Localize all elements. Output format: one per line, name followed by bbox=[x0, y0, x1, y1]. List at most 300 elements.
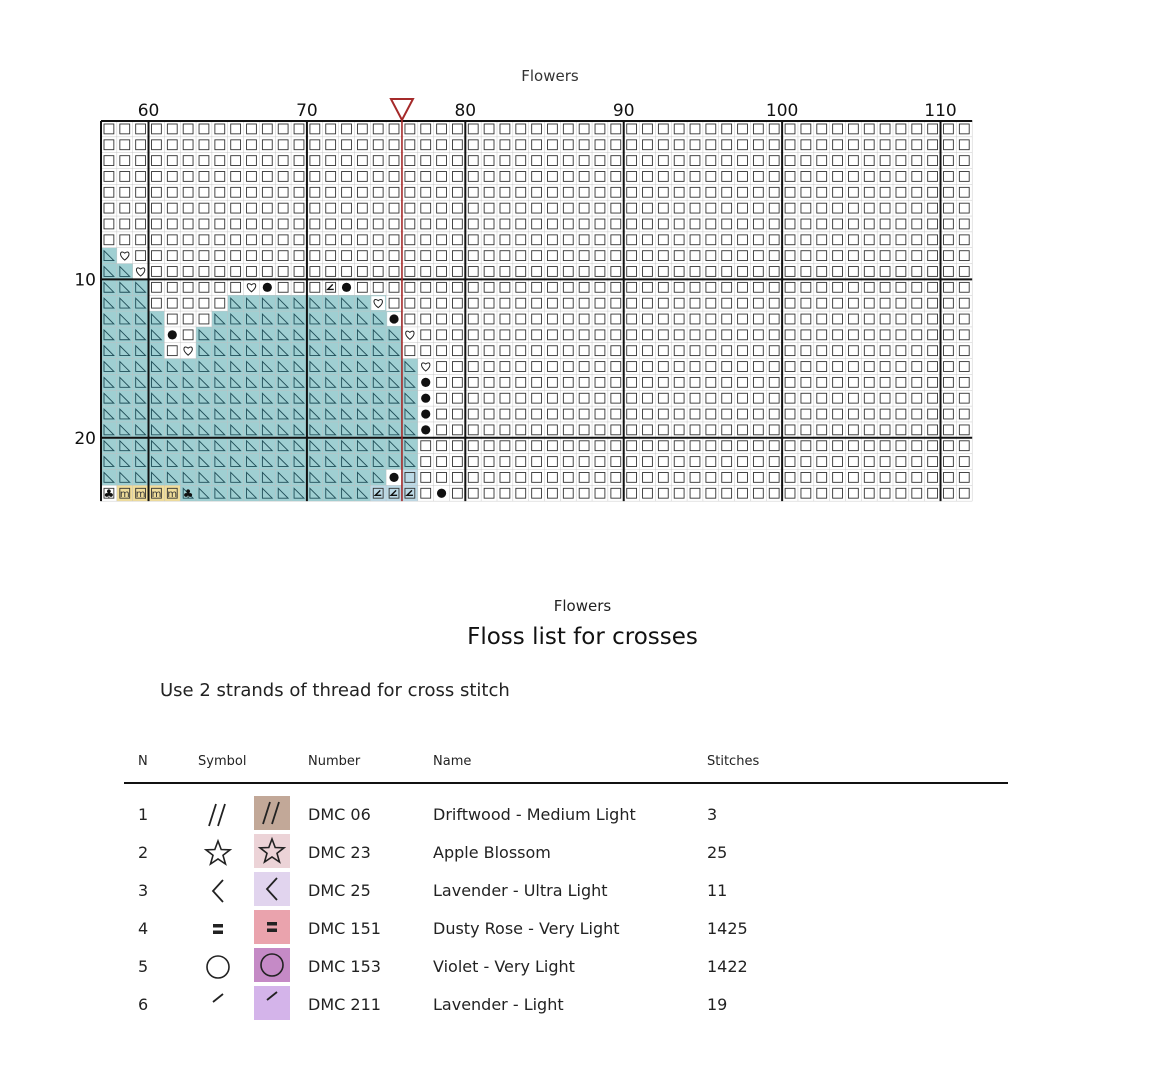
empty-cell-icon bbox=[548, 187, 558, 197]
empty-cell-icon bbox=[848, 314, 858, 324]
empty-cell-icon bbox=[674, 377, 684, 387]
empty-cell-icon bbox=[104, 156, 114, 166]
empty-cell-icon bbox=[595, 393, 605, 403]
empty-cell-icon bbox=[548, 251, 558, 261]
empty-cell-icon bbox=[801, 282, 811, 292]
empty-cell-icon bbox=[706, 156, 716, 166]
empty-cell-icon bbox=[437, 298, 447, 308]
empty-cell-icon bbox=[658, 362, 668, 372]
empty-cell-icon bbox=[167, 219, 177, 229]
empty-cell-icon bbox=[722, 488, 732, 498]
empty-cell-icon bbox=[706, 235, 716, 245]
empty-cell-icon bbox=[500, 393, 510, 403]
header-number: Number bbox=[308, 754, 361, 769]
empty-cell-icon bbox=[357, 156, 367, 166]
empty-cell-icon bbox=[152, 235, 162, 245]
empty-cell-icon bbox=[452, 362, 462, 372]
empty-cell-icon bbox=[484, 172, 494, 182]
empty-cell-icon bbox=[880, 203, 890, 213]
empty-cell-icon bbox=[944, 203, 954, 213]
empty-cell-icon bbox=[944, 425, 954, 435]
empty-cell-icon bbox=[801, 314, 811, 324]
empty-cell-icon bbox=[627, 187, 637, 197]
empty-cell-icon bbox=[357, 267, 367, 277]
empty-cell-icon bbox=[848, 219, 858, 229]
empty-cell-icon bbox=[500, 457, 510, 467]
empty-cell-icon bbox=[959, 393, 969, 403]
empty-cell-icon bbox=[373, 267, 383, 277]
empty-cell-icon bbox=[326, 140, 336, 150]
empty-cell-icon bbox=[880, 377, 890, 387]
empty-cell-icon bbox=[896, 362, 906, 372]
empty-cell-icon bbox=[769, 124, 779, 134]
empty-cell-icon bbox=[722, 187, 732, 197]
row-number: DMC 211 bbox=[308, 995, 381, 1014]
empty-cell-icon bbox=[611, 298, 621, 308]
m-symbol-icon: m bbox=[135, 489, 146, 501]
empty-cell-icon bbox=[452, 298, 462, 308]
empty-cell-icon bbox=[421, 472, 431, 482]
m-symbol-icon: m bbox=[119, 489, 130, 501]
empty-cell-icon bbox=[801, 124, 811, 134]
empty-cell-icon bbox=[595, 251, 605, 261]
empty-cell-icon bbox=[738, 187, 748, 197]
empty-cell-icon bbox=[944, 330, 954, 340]
double-slash-icon bbox=[198, 798, 238, 832]
empty-cell-icon bbox=[136, 124, 146, 134]
empty-cell-icon bbox=[389, 140, 399, 150]
header-symbol: Symbol bbox=[198, 754, 247, 769]
empty-cell-icon bbox=[896, 377, 906, 387]
empty-cell-icon bbox=[563, 203, 573, 213]
empty-cell-icon bbox=[421, 187, 431, 197]
empty-cell-icon bbox=[785, 203, 795, 213]
empty-cell-icon bbox=[357, 282, 367, 292]
empty-cell-icon bbox=[833, 457, 843, 467]
empty-cell-icon bbox=[706, 425, 716, 435]
empty-cell-icon bbox=[928, 425, 938, 435]
empty-cell-icon bbox=[278, 140, 288, 150]
row-number: DMC 151 bbox=[308, 919, 381, 938]
empty-cell-icon bbox=[817, 172, 827, 182]
empty-cell-icon bbox=[484, 124, 494, 134]
empty-cell-icon bbox=[310, 172, 320, 182]
empty-cell-icon bbox=[167, 156, 177, 166]
empty-cell-icon bbox=[896, 187, 906, 197]
empty-cell-icon bbox=[405, 124, 415, 134]
empty-cell-icon bbox=[658, 441, 668, 451]
empty-cell-icon bbox=[706, 409, 716, 419]
column-label: 60 bbox=[137, 101, 160, 121]
empty-cell-icon bbox=[627, 282, 637, 292]
empty-cell-icon bbox=[532, 393, 542, 403]
empty-cell-icon bbox=[753, 330, 763, 340]
empty-cell-icon bbox=[706, 314, 716, 324]
empty-cell-icon bbox=[880, 457, 890, 467]
empty-cell-icon bbox=[579, 298, 589, 308]
empty-cell-icon bbox=[215, 282, 225, 292]
empty-cell-icon bbox=[373, 172, 383, 182]
empty-cell-icon bbox=[579, 282, 589, 292]
empty-cell-icon bbox=[484, 251, 494, 261]
empty-cell-icon bbox=[658, 203, 668, 213]
empty-cell-icon bbox=[706, 187, 716, 197]
empty-cell-icon bbox=[532, 457, 542, 467]
empty-cell-icon bbox=[959, 377, 969, 387]
empty-cell-icon bbox=[801, 267, 811, 277]
empty-cell-icon bbox=[484, 330, 494, 340]
empty-cell-icon bbox=[959, 172, 969, 182]
empty-cell-icon bbox=[833, 314, 843, 324]
hook-icon bbox=[328, 284, 334, 289]
empty-cell-icon bbox=[801, 187, 811, 197]
empty-cell-icon bbox=[706, 393, 716, 403]
empty-cell-icon bbox=[152, 267, 162, 277]
empty-cell-icon bbox=[500, 409, 510, 419]
empty-cell-icon bbox=[896, 251, 906, 261]
empty-cell-icon bbox=[912, 267, 922, 277]
empty-cell-icon bbox=[199, 251, 209, 261]
empty-cell-icon bbox=[833, 219, 843, 229]
empty-cell-icon bbox=[928, 172, 938, 182]
empty-cell-icon bbox=[785, 187, 795, 197]
empty-cell-icon bbox=[548, 172, 558, 182]
empty-cell-icon bbox=[817, 235, 827, 245]
empty-cell-icon bbox=[563, 409, 573, 419]
empty-cell-icon bbox=[928, 362, 938, 372]
empty-cell-icon bbox=[864, 441, 874, 451]
empty-cell-icon bbox=[563, 267, 573, 277]
empty-cell-icon bbox=[548, 377, 558, 387]
empty-cell-icon bbox=[896, 472, 906, 482]
empty-cell-icon bbox=[532, 409, 542, 419]
empty-cell-icon bbox=[389, 219, 399, 229]
empty-cell-icon bbox=[706, 203, 716, 213]
empty-cell-icon bbox=[452, 156, 462, 166]
empty-cell-icon bbox=[690, 330, 700, 340]
empty-cell-icon bbox=[611, 393, 621, 403]
empty-cell-icon bbox=[817, 457, 827, 467]
empty-cell-icon bbox=[643, 219, 653, 229]
empty-cell-icon bbox=[247, 235, 257, 245]
empty-cell-icon bbox=[405, 346, 415, 356]
empty-cell-icon bbox=[278, 187, 288, 197]
empty-cell-icon bbox=[864, 425, 874, 435]
empty-cell-icon bbox=[167, 140, 177, 150]
empty-cell-icon bbox=[373, 282, 383, 292]
empty-cell-icon bbox=[912, 124, 922, 134]
empty-cell-icon bbox=[389, 187, 399, 197]
empty-cell-icon bbox=[389, 156, 399, 166]
empty-cell-icon bbox=[167, 267, 177, 277]
empty-cell-icon bbox=[944, 267, 954, 277]
empty-cell-icon bbox=[500, 251, 510, 261]
empty-cell-icon bbox=[595, 441, 605, 451]
empty-cell-icon bbox=[880, 267, 890, 277]
empty-cell-icon bbox=[643, 140, 653, 150]
empty-cell-icon bbox=[516, 298, 526, 308]
empty-cell-icon bbox=[674, 314, 684, 324]
empty-cell-icon bbox=[484, 219, 494, 229]
empty-cell-icon bbox=[627, 441, 637, 451]
empty-cell-icon bbox=[959, 187, 969, 197]
row-n: 3 bbox=[138, 881, 149, 900]
empty-cell-icon bbox=[658, 330, 668, 340]
empty-cell-icon bbox=[532, 330, 542, 340]
empty-cell-icon bbox=[785, 362, 795, 372]
empty-cell-icon bbox=[674, 409, 684, 419]
empty-cell-icon bbox=[643, 156, 653, 166]
empty-cell-icon bbox=[896, 267, 906, 277]
empty-cell-icon bbox=[500, 124, 510, 134]
empty-cell-icon bbox=[674, 441, 684, 451]
empty-cell-icon bbox=[437, 156, 447, 166]
empty-cell-icon bbox=[595, 235, 605, 245]
empty-cell-icon bbox=[833, 267, 843, 277]
empty-cell-icon bbox=[769, 457, 779, 467]
empty-cell-icon bbox=[167, 203, 177, 213]
empty-cell-icon bbox=[437, 251, 447, 261]
empty-cell-icon bbox=[690, 425, 700, 435]
empty-cell-icon bbox=[468, 425, 478, 435]
empty-cell-icon bbox=[532, 488, 542, 498]
empty-cell-icon bbox=[468, 251, 478, 261]
empty-cell-icon bbox=[944, 156, 954, 166]
empty-cell-icon bbox=[627, 219, 637, 229]
empty-cell-icon bbox=[785, 124, 795, 134]
empty-cell-icon bbox=[310, 235, 320, 245]
empty-cell-icon bbox=[801, 377, 811, 387]
empty-cell-icon bbox=[722, 267, 732, 277]
empty-cell-icon bbox=[643, 298, 653, 308]
empty-cell-icon bbox=[437, 235, 447, 245]
empty-cell-icon bbox=[595, 425, 605, 435]
empty-cell-icon bbox=[959, 156, 969, 166]
empty-cell-icon bbox=[912, 172, 922, 182]
empty-cell-icon bbox=[579, 140, 589, 150]
empty-cell-icon bbox=[548, 362, 558, 372]
empty-cell-icon bbox=[658, 314, 668, 324]
empty-cell-icon bbox=[468, 472, 478, 482]
empty-cell-icon bbox=[183, 298, 193, 308]
empty-cell-icon bbox=[880, 441, 890, 451]
empty-cell-icon bbox=[611, 362, 621, 372]
empty-cell-icon bbox=[738, 267, 748, 277]
empty-cell-icon bbox=[848, 393, 858, 403]
empty-cell-icon bbox=[516, 251, 526, 261]
empty-cell-icon bbox=[262, 219, 272, 229]
empty-cell-icon bbox=[484, 441, 494, 451]
empty-cell-icon bbox=[215, 187, 225, 197]
empty-cell-icon bbox=[532, 346, 542, 356]
empty-cell-icon bbox=[167, 235, 177, 245]
empty-cell-icon bbox=[484, 488, 494, 498]
empty-cell-icon bbox=[199, 203, 209, 213]
empty-cell-icon bbox=[579, 187, 589, 197]
empty-cell-icon bbox=[548, 346, 558, 356]
empty-cell-icon bbox=[928, 203, 938, 213]
empty-cell-icon bbox=[247, 267, 257, 277]
row-stitches: 11 bbox=[707, 881, 728, 900]
empty-cell-icon bbox=[326, 267, 336, 277]
empty-cell-icon bbox=[785, 172, 795, 182]
empty-cell-icon bbox=[627, 409, 637, 419]
empty-cell-icon bbox=[516, 187, 526, 197]
empty-cell-icon bbox=[373, 251, 383, 261]
empty-cell-icon bbox=[452, 235, 462, 245]
empty-cell-icon bbox=[769, 187, 779, 197]
empty-cell-icon bbox=[801, 457, 811, 467]
empty-cell-icon bbox=[611, 156, 621, 166]
empty-cell-icon bbox=[452, 457, 462, 467]
empty-cell-icon bbox=[848, 124, 858, 134]
empty-cell-icon bbox=[563, 219, 573, 229]
empty-cell-icon bbox=[500, 203, 510, 213]
circle-icon bbox=[198, 950, 238, 984]
empty-cell-icon bbox=[928, 346, 938, 356]
empty-cell-icon bbox=[231, 172, 241, 182]
empty-cell-icon bbox=[437, 472, 447, 482]
empty-cell-icon bbox=[690, 267, 700, 277]
empty-cell-icon bbox=[864, 457, 874, 467]
empty-cell-icon bbox=[738, 140, 748, 150]
empty-cell-icon bbox=[864, 187, 874, 197]
empty-cell-icon bbox=[595, 377, 605, 387]
empty-cell-icon bbox=[690, 156, 700, 166]
empty-cell-icon bbox=[817, 219, 827, 229]
empty-cell-icon bbox=[532, 362, 542, 372]
empty-cell-icon bbox=[452, 377, 462, 387]
empty-cell-icon bbox=[595, 124, 605, 134]
empty-cell-icon bbox=[199, 219, 209, 229]
empty-cell-icon bbox=[674, 282, 684, 292]
empty-cell-icon bbox=[405, 203, 415, 213]
row-number: DMC 153 bbox=[308, 957, 381, 976]
empty-cell-icon bbox=[231, 156, 241, 166]
empty-cell-icon bbox=[722, 457, 732, 467]
empty-cell-icon bbox=[674, 140, 684, 150]
dot-icon bbox=[389, 314, 398, 323]
empty-cell-icon bbox=[959, 488, 969, 498]
empty-cell-icon bbox=[658, 393, 668, 403]
empty-cell-icon bbox=[136, 219, 146, 229]
empty-cell-icon bbox=[326, 251, 336, 261]
empty-cell-icon bbox=[167, 124, 177, 134]
empty-cell-icon bbox=[928, 298, 938, 308]
empty-cell-icon bbox=[579, 156, 589, 166]
empty-cell-icon bbox=[848, 140, 858, 150]
empty-cell-icon bbox=[167, 346, 177, 356]
empty-cell-icon bbox=[896, 314, 906, 324]
empty-cell-icon bbox=[833, 187, 843, 197]
empty-cell-icon bbox=[437, 124, 447, 134]
m-symbol-icon: m bbox=[167, 489, 178, 501]
empty-cell-icon bbox=[753, 362, 763, 372]
empty-cell-icon bbox=[801, 172, 811, 182]
empty-cell-icon bbox=[753, 282, 763, 292]
empty-cell-icon bbox=[722, 298, 732, 308]
empty-cell-icon bbox=[785, 282, 795, 292]
empty-cell-icon bbox=[880, 251, 890, 261]
empty-cell-icon bbox=[595, 488, 605, 498]
empty-cell-icon bbox=[833, 282, 843, 292]
empty-cell-icon bbox=[928, 377, 938, 387]
empty-cell-icon bbox=[468, 156, 478, 166]
empty-cell-icon bbox=[833, 441, 843, 451]
empty-cell-icon bbox=[611, 172, 621, 182]
empty-cell-icon bbox=[294, 251, 304, 261]
empty-cell-icon bbox=[500, 425, 510, 435]
empty-cell-icon bbox=[199, 156, 209, 166]
empty-cell-icon bbox=[753, 425, 763, 435]
empty-cell-icon bbox=[278, 267, 288, 277]
empty-cell-icon bbox=[896, 330, 906, 340]
empty-cell-icon bbox=[801, 219, 811, 229]
empty-cell-icon bbox=[785, 425, 795, 435]
empty-cell-icon bbox=[833, 124, 843, 134]
empty-cell-icon bbox=[421, 298, 431, 308]
empty-cell-icon bbox=[405, 298, 415, 308]
empty-cell-icon bbox=[452, 172, 462, 182]
empty-cell-icon bbox=[136, 251, 146, 261]
empty-cell-icon bbox=[912, 156, 922, 166]
empty-cell-icon bbox=[674, 488, 684, 498]
empty-cell-icon bbox=[801, 330, 811, 340]
empty-cell-icon bbox=[357, 140, 367, 150]
column-label: 100 bbox=[765, 101, 799, 121]
empty-cell-icon bbox=[342, 187, 352, 197]
empty-cell-icon bbox=[611, 330, 621, 340]
floss-row bbox=[0, 796, 1080, 834]
empty-cell-icon bbox=[817, 393, 827, 403]
empty-cell-icon bbox=[611, 203, 621, 213]
empty-cell-icon bbox=[944, 377, 954, 387]
empty-cell-icon bbox=[421, 330, 431, 340]
empty-cell-icon bbox=[674, 187, 684, 197]
empty-cell-icon bbox=[706, 267, 716, 277]
row-stitches: 19 bbox=[707, 995, 728, 1014]
empty-cell-icon bbox=[896, 282, 906, 292]
empty-cell-icon bbox=[753, 298, 763, 308]
empty-cell-icon bbox=[532, 235, 542, 245]
empty-cell-icon bbox=[848, 267, 858, 277]
empty-cell-icon bbox=[833, 377, 843, 387]
empty-cell-icon bbox=[880, 124, 890, 134]
empty-cell-icon bbox=[738, 124, 748, 134]
empty-cell-icon bbox=[452, 187, 462, 197]
empty-cell-icon bbox=[801, 441, 811, 451]
empty-cell-icon bbox=[199, 267, 209, 277]
empty-cell-icon bbox=[690, 393, 700, 403]
empty-cell-icon bbox=[674, 172, 684, 182]
empty-cell-icon bbox=[183, 124, 193, 134]
empty-cell-icon bbox=[928, 488, 938, 498]
empty-cell-icon bbox=[294, 187, 304, 197]
empty-cell-icon bbox=[643, 330, 653, 340]
empty-cell-icon bbox=[658, 377, 668, 387]
empty-cell-icon bbox=[643, 187, 653, 197]
empty-cell-icon bbox=[500, 346, 510, 356]
empty-cell-icon bbox=[532, 425, 542, 435]
empty-cell-icon bbox=[928, 393, 938, 403]
empty-cell-icon bbox=[516, 235, 526, 245]
empty-cell-icon bbox=[342, 235, 352, 245]
empty-cell-icon bbox=[231, 203, 241, 213]
empty-cell-icon bbox=[437, 362, 447, 372]
empty-cell-icon bbox=[421, 156, 431, 166]
empty-cell-icon bbox=[421, 124, 431, 134]
empty-cell-icon bbox=[753, 251, 763, 261]
